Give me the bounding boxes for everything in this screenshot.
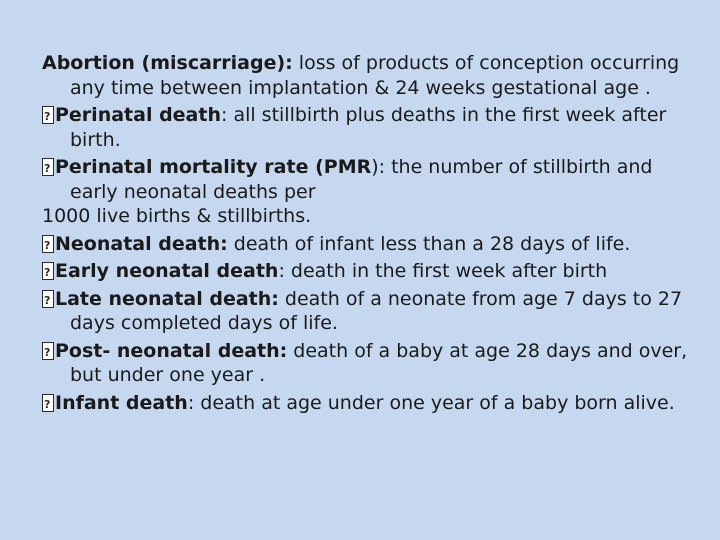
definition-text: death of a baby at age 28 days and over, but under one year . [70,339,688,386]
term-label: Perinatal death [55,104,221,126]
term-label: Perinatal mortality rate (PMR [55,156,372,178]
missing-glyph-icon [42,394,54,412]
definition-continuation: 1000 live births & stillbirths. [42,205,312,227]
missing-glyph-icon [42,106,54,124]
term-label: Late neonatal death: [55,287,279,310]
definition-text: : death in the first week after birth [278,260,608,282]
definition-text: : all stillbirth plus deaths in the first week after birth. [70,104,667,151]
definition-text: death of infant less than a 28 days of life. [227,232,631,255]
definition-text: loss of products of conception occurring any time between implantation & 24 weeks gestational age . [70,52,680,99]
definition-neonatal-death [42,232,692,257]
missing-glyph-icon [42,235,54,253]
term-label: Infant death [55,391,188,414]
definition-text: death of a neonate from age 7 days to 27 days completed days of life. [70,287,683,334]
definition-abortion [42,51,692,100]
term-label: Early neonatal death [55,260,279,282]
definition-text: : death at age under one year of a baby born alive. [187,391,675,414]
missing-glyph-icon [42,158,54,176]
term-label: Post- neonatal death: [55,339,288,362]
definition-early-neonatal-death [42,259,692,284]
definition-perinatal-death [42,103,692,152]
definition-perinatal-mortality-rate [42,155,692,229]
definition-late-neonatal-death [42,287,692,336]
definition-post-neonatal-death [42,339,692,388]
definition-text: ): the number of stillbirth and early neonatal deaths per [70,156,653,203]
missing-glyph-icon [42,262,54,280]
definitions-list [42,51,692,418]
term-label: Neonatal death: [55,232,228,255]
missing-glyph-icon [42,290,54,308]
term-label: Abortion (miscarriage): [42,52,293,74]
definition-infant-death [42,391,692,416]
missing-glyph-icon [42,342,54,360]
